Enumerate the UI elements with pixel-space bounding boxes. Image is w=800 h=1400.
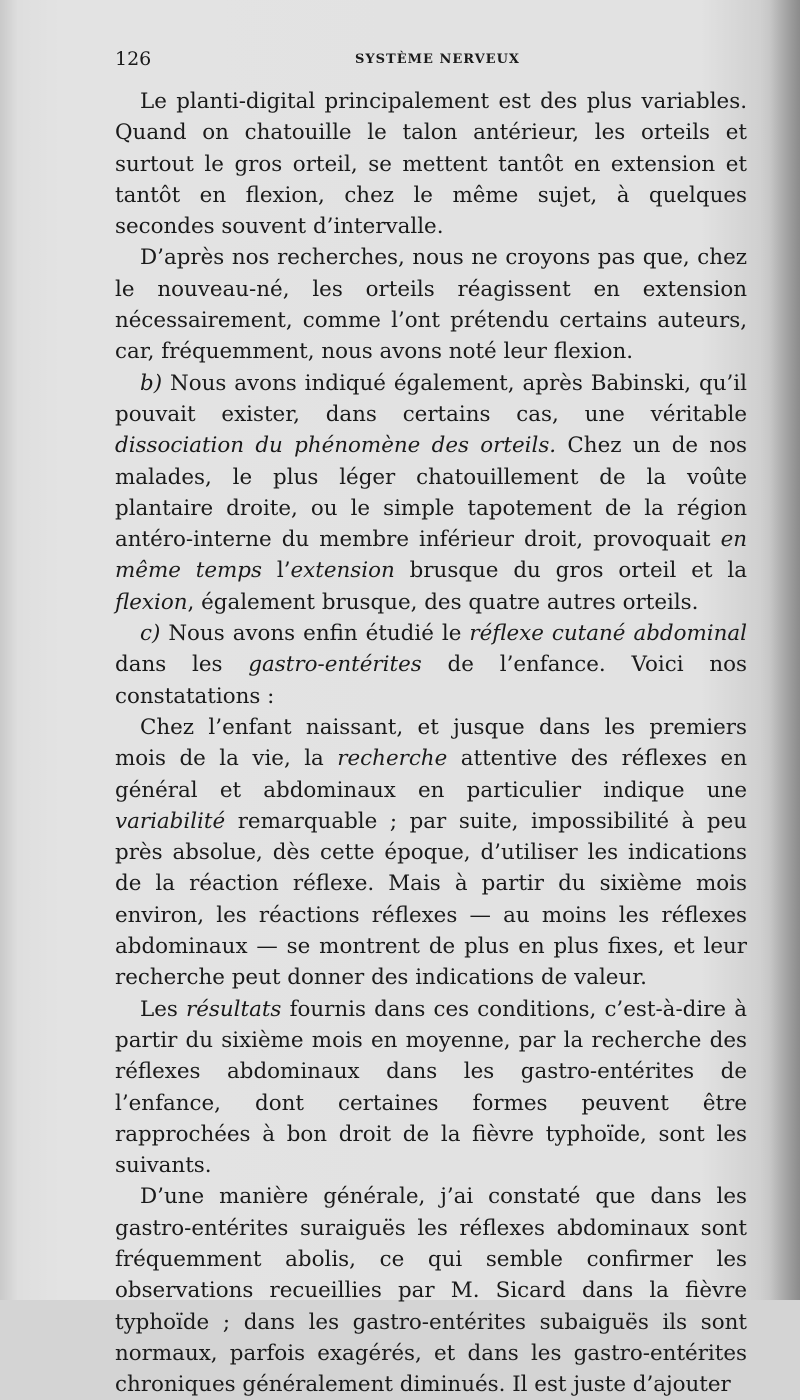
text-run: D’une manière générale, j’ai constaté que dans les gastro-entérites suraiguës les réflexes abdominaux sont fréquemment abolis, ce qui semble confirmer les observations recueillies par M. Sicard dans la fièvre typhoïde ; dans les gastro-entérites subaiguës ils sont normaux, parfois exagérés, et dans les gastro-entérites chroniques généralement diminués. Il est juste d’ajouter bbox=[115, 1184, 747, 1398]
body-text bbox=[115, 86, 747, 1400]
text-run: D’après nos recherches, nous ne croyons pas que, chez le nouveau-né, les orteils réagissent en extension nécessairement, comme l’ont prétendu certains auteurs, car, fréquemment, nous avons noté leur flexion. bbox=[115, 245, 747, 365]
text-run: Nous avons indiqué également, après Babinski, qu’il pouvait exister, dans certains cas, une véritable bbox=[115, 370, 747, 427]
paragraph bbox=[115, 368, 747, 618]
text-run: l’ bbox=[261, 558, 291, 584]
paragraph bbox=[115, 994, 747, 1182]
italic-text: b) bbox=[140, 370, 163, 396]
text-run: Le planti-digital principalement est des plus variables. Quand on chatouille le talon antérieur, les orteils et surtout le gros orteil, se mettent tantôt en extension et tantôt en flexion, chez le même sujet, à quelques secondes souvent d’intervalle. bbox=[115, 89, 747, 240]
italic-text: en même temps bbox=[115, 527, 747, 584]
text-run: Chez un de nos malades, le plus léger chatouillement de la voûte plantaire droite, ou le simple tapotement de la région antéro-interne du membre inférieur droit, provoquait bbox=[115, 433, 748, 553]
paragraph bbox=[115, 618, 747, 712]
text-run: fournis dans ces conditions, c’est-à-dire à partir du sixième mois en moyenne, par la recherche des réflexes abdominaux dans les gastro-entérites de l’enfance, dont certaines formes peuvent être rapprochées à bon droit de la fièvre typhoïde, sont les suivants. bbox=[115, 996, 747, 1179]
paragraph bbox=[115, 1181, 747, 1400]
text-run: Nous avons enfin étudié le bbox=[160, 621, 470, 647]
page-number: 126 bbox=[115, 48, 152, 70]
italic-text: résultats bbox=[186, 996, 282, 1022]
running-head: SYSTÈME NERVEUX bbox=[355, 52, 521, 67]
text-run: , également brusque, des quatre autres orteils. bbox=[187, 589, 699, 615]
page-header bbox=[115, 48, 745, 78]
italic-text: variabilité bbox=[115, 808, 226, 834]
text-run: de l’enfance. Voici nos constatations : bbox=[115, 652, 748, 709]
text-run: brusque du gros orteil et la bbox=[394, 558, 747, 584]
italic-text: flexion bbox=[115, 589, 188, 615]
text-run: Les bbox=[140, 996, 186, 1022]
italic-text: recherche bbox=[337, 746, 448, 772]
paragraph bbox=[115, 86, 747, 242]
paragraph bbox=[115, 712, 747, 994]
text-run: remarquable ; par suite, impossibilité à peu près absolue, dès cette époque, d’utiliser les indications de la réaction réflexe. Mais à partir du sixième mois environ, les réactions réflexes — au moins les réflexes abdominaux — se montrent de plus en plus fixes, et leur recherche peut donner des indications de valeur. bbox=[115, 808, 747, 991]
text-run: attentive des réflexes en général et abdominaux en particulier indique une bbox=[115, 746, 747, 803]
italic-text: réflexe cutané abdominal bbox=[469, 621, 747, 647]
italic-text: extension bbox=[290, 558, 395, 584]
paragraph bbox=[115, 242, 747, 367]
text-run: dans les bbox=[115, 652, 249, 678]
text-run: Chez l’enfant naissant, et jusque dans les premiers mois de la vie, la bbox=[115, 714, 747, 772]
italic-text: gastro-entérites bbox=[248, 652, 422, 678]
italic-text: dissociation du phénomène des orteils. bbox=[115, 433, 557, 459]
page-edge-shadow bbox=[770, 0, 800, 1300]
italic-text: c) bbox=[140, 621, 161, 647]
